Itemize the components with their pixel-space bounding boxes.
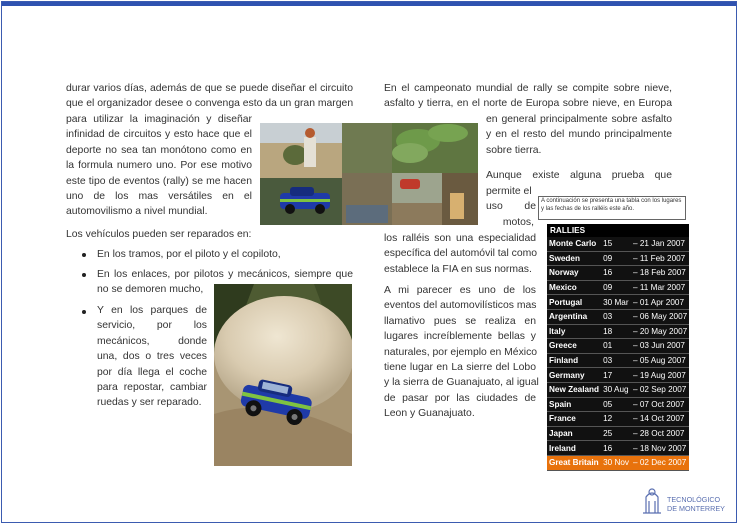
rally-start: 30 Aug — [601, 382, 631, 397]
rally-start: 12 — [601, 412, 631, 427]
logo-line-1: TECNOLÓGICO — [667, 495, 721, 504]
rally-start: 09 — [601, 251, 631, 266]
rally-start: 30 Mar — [601, 295, 631, 310]
text-line: la formula numero uno. Por ese motivo — [66, 160, 252, 172]
text-line: para repostar, cambiar — [97, 382, 207, 394]
rally-country: France — [547, 412, 601, 427]
rally-row — [547, 382, 689, 397]
rally-row — [547, 368, 689, 383]
date-separator: – — [633, 385, 640, 395]
rally-country: Argentina — [547, 309, 601, 324]
rally-end-date: 03 Jun 2007 — [639, 341, 685, 351]
text-line: En los tramos, por el piloto y el copiloto, — [97, 249, 281, 260]
bullet-dot — [82, 310, 86, 314]
right-paragraph-2-wrap — [486, 184, 536, 215]
rallies-table — [547, 224, 689, 471]
text-line: uso de — [486, 201, 536, 213]
rally-start: 09 — [601, 280, 631, 295]
rally-country: Monte Carlo — [547, 237, 601, 251]
rally-country: Finland — [547, 353, 601, 368]
text-line: establece la FIA en sus normas. — [384, 263, 532, 275]
date-separator: – — [633, 443, 640, 453]
rally-start: 01 — [601, 339, 631, 354]
rally-start: 03 — [601, 353, 631, 368]
rally-end-date: 06 May 2007 — [639, 312, 688, 322]
text-line: para utilizar la imaginación y diseñar — [66, 114, 252, 125]
text-line: este tipo de eventos (rally) se me hacen — [66, 175, 252, 187]
text-line: ruedas y ser reparado. — [97, 397, 202, 409]
rally-row — [547, 280, 689, 295]
right-paragraph-3 — [384, 283, 539, 422]
rally-end-date: 21 Jan 2007 — [639, 239, 685, 249]
date-separator: – — [633, 429, 640, 439]
table-caption: A continuación se presenta una tabla con los lugares y las fechas de los ralléis este año. — [538, 196, 686, 220]
date-separator: – — [633, 399, 640, 409]
text-line: y la sierra de Guanajuato, al igual — [384, 377, 539, 389]
date-separator: – — [633, 253, 640, 263]
rally-row — [547, 295, 689, 310]
bullet-dot — [82, 253, 86, 257]
rally-end — [631, 353, 689, 368]
text-line: Leon y Guanajuato. — [384, 408, 475, 420]
rally-row — [547, 397, 689, 412]
text-line: eventos del automovilísticos mas — [384, 300, 537, 312]
rally-country: Germany — [547, 368, 601, 383]
rally-start: 16 — [601, 266, 631, 281]
text-line: En los enlaces, por pilotos y mecánicos, siempre que — [97, 269, 353, 280]
rally-country: New Zealand — [547, 382, 601, 397]
text-line: Aunque existe alguna prueba que — [486, 170, 672, 181]
rally-start: 17 — [601, 368, 631, 383]
text-line: uno de los mas versátiles en el — [66, 191, 252, 203]
rally-end-date: 02 Sep 2007 — [639, 385, 687, 395]
date-separator: – — [633, 341, 640, 351]
rally-end — [631, 309, 689, 324]
text-line: En el campeonato mundial de rally se compite sobre nieve, — [384, 83, 672, 94]
rally-end — [631, 412, 689, 427]
rally-country: Mexico — [547, 280, 601, 295]
rally-row — [547, 455, 689, 470]
bullet-item — [97, 303, 207, 411]
date-separator: – — [633, 283, 640, 293]
text-line: específica del automóvil tal como — [384, 248, 538, 260]
text-line: lugares increíblemente bellas y — [384, 331, 536, 343]
text-line: asfalto y tierra, en el norte de Europa sobre nieve, en Europa — [384, 98, 672, 110]
text-line: Y en los parques de — [97, 305, 207, 316]
rally-start: 05 — [601, 397, 631, 412]
rally-row — [547, 309, 689, 324]
text-line: los ralléis son una especialidad — [384, 233, 536, 244]
rally-end — [631, 237, 689, 251]
date-separator: – — [633, 297, 640, 307]
right-paragraph-2-wrap — [486, 168, 672, 183]
text-line: automovilismo a nivel mundial. — [66, 206, 208, 218]
rally-end — [631, 339, 689, 354]
rally-end-date: 02 Dec 2007 — [639, 458, 687, 468]
rally-row — [547, 426, 689, 441]
date-separator: – — [633, 326, 640, 336]
rally-end — [631, 455, 689, 470]
date-separator: – — [633, 414, 640, 424]
text-line: durar varios días, además de que se puede diseñar el circuito — [66, 83, 353, 94]
rally-row — [547, 353, 689, 368]
rally-end-date: 18 Nov 2007 — [639, 443, 687, 453]
text-line: en general principalmente sobre asfalto — [486, 114, 672, 125]
right-paragraph-2-wrap — [494, 215, 534, 230]
rally-country: Norway — [547, 266, 601, 281]
left-intro — [66, 81, 353, 112]
rally-country: Japan — [547, 426, 601, 441]
text-line: una, dos o tres veces — [97, 351, 207, 363]
text-line: de pasar por las ciudades de — [384, 392, 536, 404]
logo-line-2: DE MONTERREY — [667, 504, 725, 513]
rally-start: 03 — [601, 309, 631, 324]
rallies-table-header: RALLIES — [547, 224, 689, 237]
rally-end-date: 11 Mar 2007 — [639, 283, 686, 293]
rally-row — [547, 251, 689, 266]
rally-collage-photo — [260, 123, 478, 225]
text-line: Los vehículos pueden ser reparados en: — [66, 229, 252, 240]
rally-start: 15 — [601, 237, 631, 251]
rally-start: 16 — [601, 441, 631, 456]
date-separator: – — [633, 370, 640, 380]
date-separator: – — [633, 356, 640, 366]
text-line: infinidad de circuitos y esto hace que el — [66, 129, 252, 141]
rally-row — [547, 237, 689, 251]
rally-end-date: 19 Aug 2007 — [639, 370, 686, 380]
left-wrap-paragraph — [66, 112, 252, 220]
rally-country: Portugal — [547, 295, 601, 310]
text-line: no se demoren mucho, — [97, 284, 204, 296]
rally-start: 30 Nov — [601, 455, 631, 470]
rally-end-date: 20 May 2007 — [639, 326, 688, 336]
text-line: por día llega el coche — [97, 366, 207, 378]
rally-country: Sweden — [547, 251, 601, 266]
right-paragraph-1-wrap — [486, 112, 672, 158]
right-paragraph-1 — [384, 81, 672, 112]
rally-row — [547, 339, 689, 354]
rally-end — [631, 266, 689, 281]
rally-country: Italy — [547, 324, 601, 339]
text-line: tiene lugar en La sierre del Lobo — [384, 362, 536, 374]
rally-start: 25 — [601, 426, 631, 441]
date-separator: – — [633, 458, 640, 468]
date-separator: – — [633, 239, 640, 249]
rally-car-dust-photo — [214, 284, 352, 466]
tecnologico-logo — [640, 483, 732, 518]
right-paragraph-2 — [384, 231, 536, 277]
rally-row — [547, 266, 689, 281]
text-line: permite el — [486, 186, 532, 197]
rally-end-date: 07 Oct 2007 — [639, 399, 685, 409]
rally-country: Greece — [547, 339, 601, 354]
text-line: llamativo pues se realiza en — [384, 315, 536, 327]
rally-end — [631, 251, 689, 266]
rally-row — [547, 441, 689, 456]
rally-country: Spain — [547, 397, 601, 412]
rally-end — [631, 295, 689, 310]
rally-end-date: 18 Feb 2007 — [639, 268, 686, 278]
rally-end — [631, 426, 689, 441]
text-line: A mi parecer es uno de los — [384, 285, 536, 296]
rally-end — [631, 280, 689, 295]
text-line: naturales, por ejemplo en México — [384, 346, 538, 358]
text-line: motos, — [502, 217, 534, 228]
text-line: que el organizador desee o convenga esto da un gran margen — [66, 98, 354, 110]
date-separator: – — [633, 268, 640, 278]
rally-end — [631, 441, 689, 456]
rally-end — [631, 397, 689, 412]
text-line: sobre tierra. — [486, 144, 542, 156]
rally-row — [547, 412, 689, 427]
text-line: y en el resto del mundo principalmente — [486, 129, 672, 141]
rally-country: Great Britain — [547, 455, 601, 470]
rally-end — [631, 382, 689, 397]
rally-start: 18 — [601, 324, 631, 339]
rally-end-date: 11 Feb 2007 — [639, 253, 686, 263]
text-line: mecánicos, donde — [97, 335, 207, 347]
bullet-dot — [82, 273, 86, 277]
rally-end-date: 01 Apr 2007 — [639, 297, 685, 307]
bullet-item — [97, 247, 297, 262]
rally-end-date: 05 Aug 2007 — [639, 356, 686, 366]
rally-end — [631, 324, 689, 339]
rally-end-date: 28 Oct 2007 — [639, 429, 685, 439]
rally-end — [631, 368, 689, 383]
rally-end-date: 14 Oct 2007 — [639, 414, 685, 424]
rally-row — [547, 324, 689, 339]
text-line: deporte no sea tan monótono como en — [66, 144, 252, 156]
repair-intro — [66, 227, 266, 242]
rally-country: Ireland — [547, 441, 601, 456]
text-line: servicio, por los — [97, 320, 207, 332]
date-separator: – — [633, 312, 640, 322]
